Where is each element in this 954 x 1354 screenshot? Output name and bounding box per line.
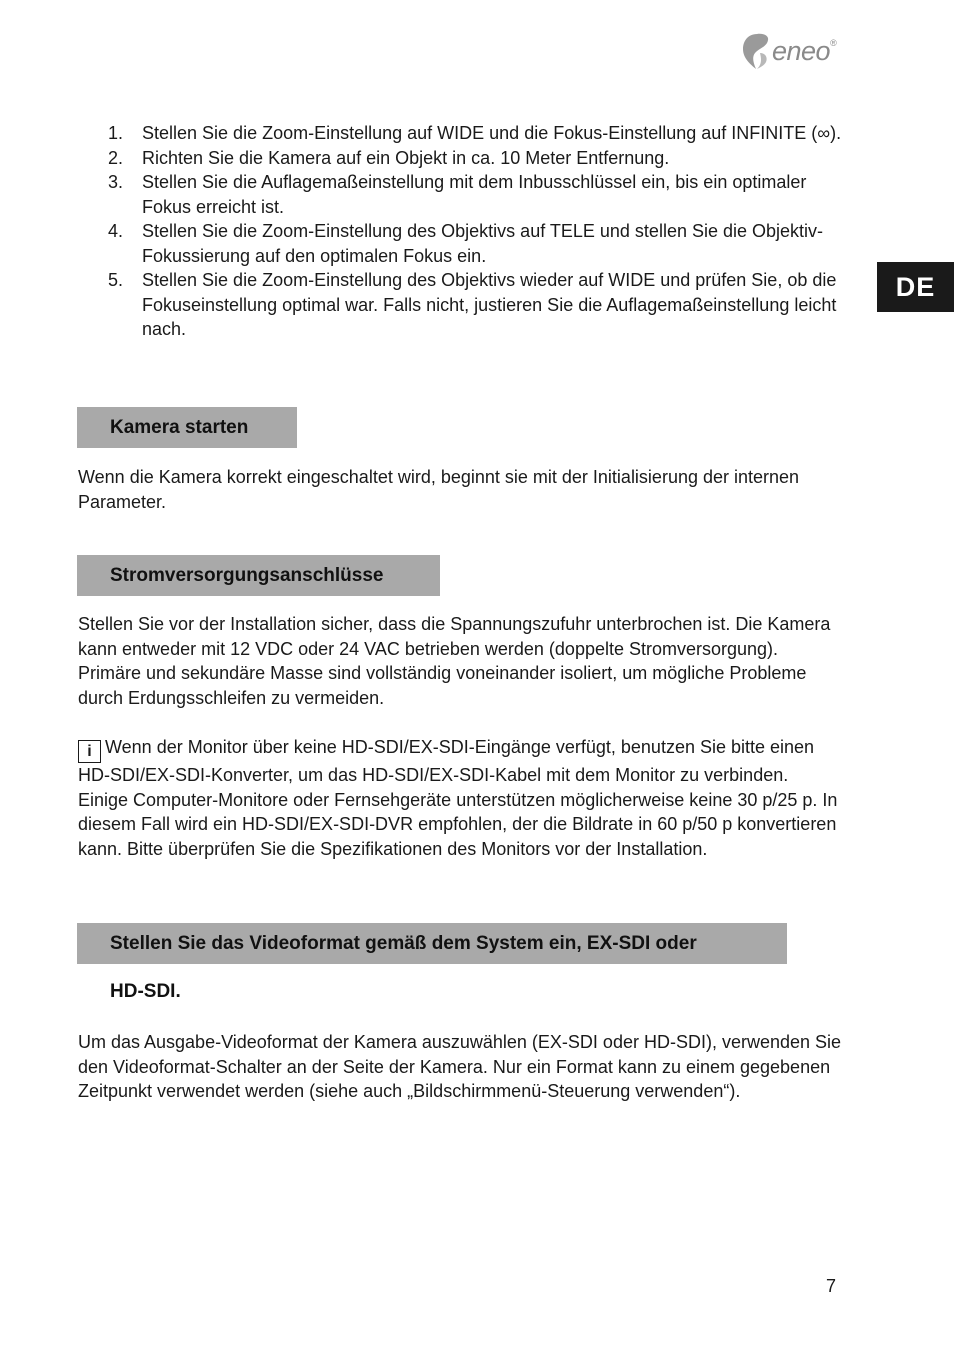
- info-note: [78, 735, 842, 861]
- step-number: 5.: [108, 270, 124, 290]
- list-item: [78, 121, 842, 146]
- section-heading-power: Stromversorgungsanschlüsse: [77, 555, 440, 596]
- step-text: Stellen Sie die Zoom-Einstellung auf WIDE und die Fokus-Einstellung auf INFINITE (∞).: [142, 123, 842, 143]
- info-note-text: Wenn der Monitor über keine HD-SDI/EX-SDI-Eingänge verfügt, benutzen Sie bitte einen HD-SDI/EX-SDI-Konverter, um das HD-SDI/EX-SDI-Kabel mit dem Monitor zu verbinden. Einige Computer-Monitore oder Fernsehgeräte unterstützen möglicherweise keine 30 p/25 p. In diesem Fall wird ein HD-SDI/EX-SDI-DVR empfohlen, der die Bildrate in 60 p/50 p konvertieren kann. Bitte überprüfen Sie die Spezifikationen des Monitors vor der Installation.: [78, 737, 838, 859]
- brand-name: eneo: [772, 35, 831, 66]
- page-number: 7: [826, 1276, 837, 1296]
- section-text-videoformat: Um das Ausgabe-Videoformat der Kamera auszuwählen (EX-SDI oder HD-SDI), verwenden Sie den Videoformat-Schalter an der Seite der Kamera. Nur ein Format kann zu einem gegebenen Zeitpunkt verwendet werden (siehe auch „Bildschirmmenü-Steuerung verwenden“).: [78, 1032, 842, 1101]
- step-number: 1.: [108, 123, 124, 143]
- registered-mark: ®: [830, 38, 837, 48]
- focus-steps-list: [78, 121, 842, 342]
- list-item: [78, 146, 842, 171]
- list-item: [78, 170, 842, 219]
- section-text-power: Stellen Sie vor der Installation sicher, dass die Spannungszufuhr unterbrochen ist. Die Kamera kann entweder mit 12 VDC oder 24 VAC betrieben werden (doppelte Stromversorgung). Primäre und sekundäre Masse sind vollständig voneinander isoliert, um mögliche Probleme durch Erdungsschleifen zu vermeiden.: [78, 614, 831, 708]
- section-text-kamera-starten: Wenn die Kamera korrekt eingeschaltet wird, beginnt sie mit der Initialisierung der internen Parameter.: [78, 467, 800, 512]
- info-icon: i: [78, 740, 101, 763]
- step-text: Stellen Sie die Auflagemaßeinstellung mit dem Inbusschlüssel ein, bis ein optimaler Fokus erreicht ist.: [142, 172, 807, 217]
- eneo-logo-icon: [740, 31, 774, 71]
- step-number: 3.: [108, 172, 124, 192]
- step-number: 4.: [108, 221, 124, 241]
- language-tab: DE: [877, 262, 954, 312]
- section-heading-videoformat-cont: HD-SDI.: [110, 981, 181, 1002]
- step-text: Stellen Sie die Zoom-Einstellung des Objektivs auf TELE und stellen Sie die Objektiv-Fokussierung auf den optimalen Fokus ein.: [142, 221, 824, 266]
- list-item: [78, 268, 842, 342]
- brand-logo: [740, 30, 840, 72]
- section-heading-videoformat: Stellen Sie das Videoformat gemäß dem System ein, EX-SDI oder: [77, 923, 787, 964]
- step-text: Stellen Sie die Zoom-Einstellung des Objektivs wieder auf WIDE und prüfen Sie, ob die Fokuseinstellung optimal war. Falls nicht, justieren Sie die Auflagemaßeinstellung leicht nach.: [142, 270, 837, 339]
- section-heading-kamera-starten: Kamera starten: [77, 407, 297, 448]
- list-item: [78, 219, 842, 268]
- step-text: Richten Sie die Kamera auf ein Objekt in ca. 10 Meter Entfernung.: [142, 147, 670, 168]
- step-number: 2.: [108, 147, 124, 168]
